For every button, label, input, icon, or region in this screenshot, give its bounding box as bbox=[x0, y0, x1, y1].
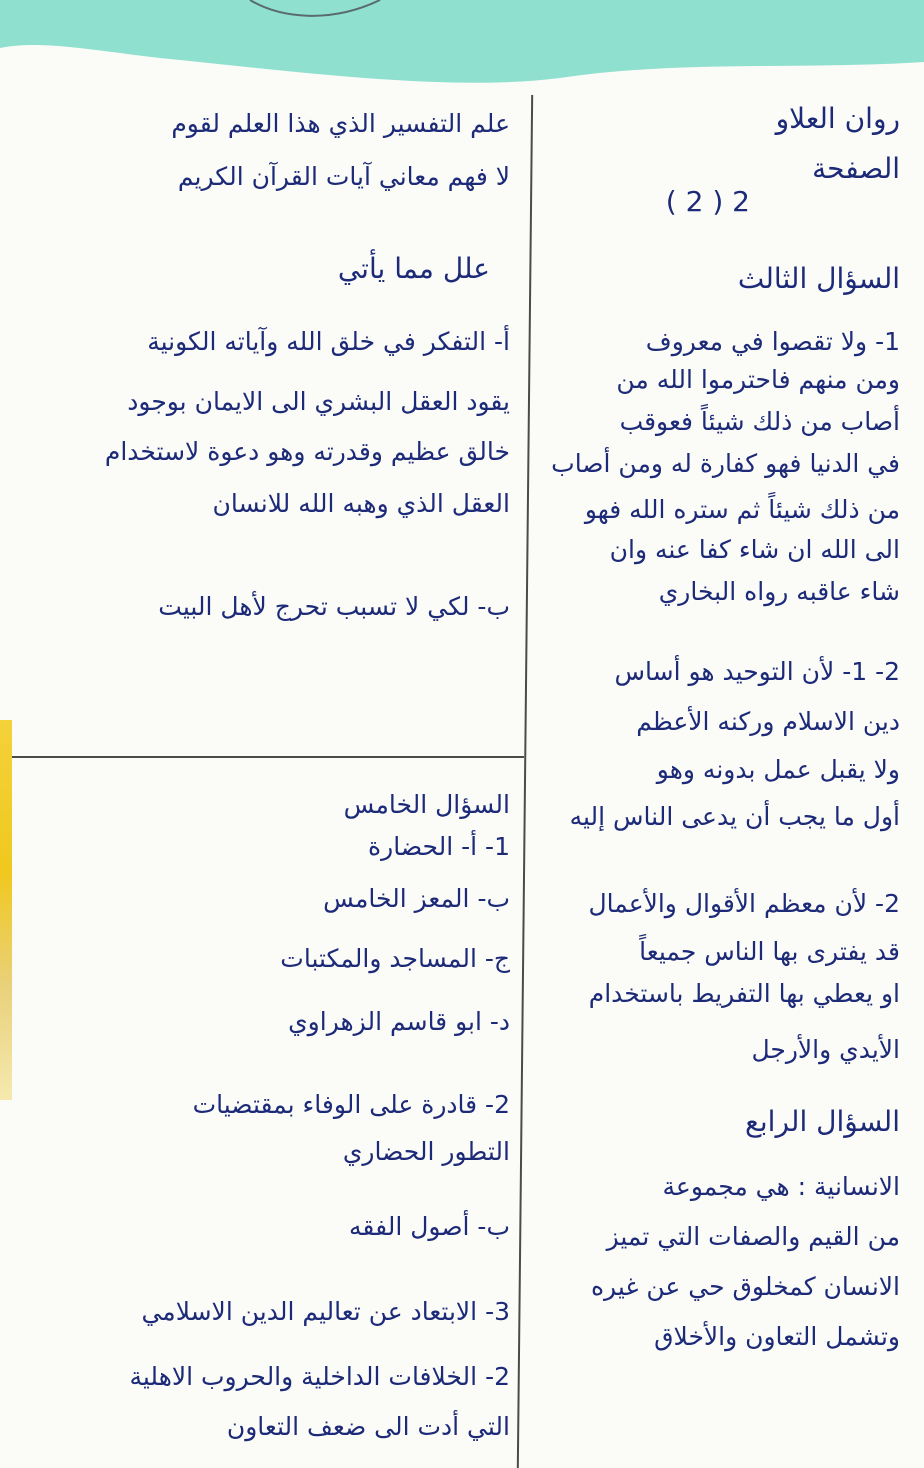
column-divider-line bbox=[517, 95, 533, 1468]
answer-line: التطور الحضاري bbox=[342, 1137, 510, 1166]
answer-line: أول ما يجب أن يدعى الناس إليه bbox=[569, 802, 900, 831]
answer-line: قد يفترى بها الناس جميعاً bbox=[639, 937, 900, 966]
answer-line: ولا يقبل عمل بدونه وهو bbox=[656, 755, 900, 784]
right-column bbox=[540, 95, 900, 1465]
answer-line: وتشمل التعاون والأخلاق bbox=[654, 1322, 900, 1351]
answer-line: شاء عاقبه رواه البخاري bbox=[658, 577, 900, 606]
answer-line: او يعطي بها التفريط باستخدام bbox=[588, 979, 900, 1008]
answer-line: ج- المساجد والمكتبات bbox=[280, 944, 510, 973]
answer-line: 2- لأن معظم الأقوال والأعمال bbox=[588, 889, 900, 918]
student-name: روان العلاو bbox=[775, 102, 900, 135]
answer-line: 2- قادرة على الوفاء بمقتضيات bbox=[192, 1090, 510, 1119]
top-left-block bbox=[30, 95, 510, 745]
teal-paper-band bbox=[0, 0, 924, 95]
answer-line: د- ابو قاسم الزهراوي bbox=[288, 1007, 510, 1036]
answer-line: من ذلك شيئاً ثم ستره الله فهو bbox=[584, 495, 900, 524]
answer-line: 1- أ- الحضارة bbox=[368, 832, 510, 861]
answer-line: ب- المعز الخامس bbox=[323, 884, 510, 913]
answer-line: التي أدت الى ضعف التعاون bbox=[226, 1412, 510, 1441]
answer-line: دين الاسلام وركنه الأعظم bbox=[636, 707, 900, 736]
answer-line: 2- 1- لأن التوحيد هو أساس bbox=[614, 657, 900, 686]
answer-line: ومن منهم فاحترموا الله من bbox=[616, 365, 900, 394]
question-five-heading: السؤال الخامس bbox=[343, 790, 510, 819]
page-label: الصفحة bbox=[812, 152, 900, 185]
page-number: 2 ( 2 ) bbox=[665, 185, 750, 218]
answer-line: أ- التفكر في خلق الله وآياته الكونية bbox=[147, 327, 510, 356]
answer-line: أصاب من ذلك شيئاً فعوقب bbox=[619, 407, 900, 436]
answer-line: ب- لكي لا تسبب تحرج لأهل البيت bbox=[158, 592, 510, 621]
answer-line: من القيم والصفات التي تميز bbox=[606, 1222, 900, 1251]
answer-line: 3- الابتعاد عن تعاليم الدين الاسلامي bbox=[141, 1297, 510, 1326]
yellow-page-edge bbox=[0, 720, 12, 1100]
explain-heading: علل مما يأتي bbox=[337, 252, 490, 285]
answer-line: العقل الذي وهبه الله للانسان bbox=[212, 489, 510, 518]
section-divider-line bbox=[12, 756, 524, 758]
answer-line: 2- الخلافات الداخلية والحروب الاهلية bbox=[129, 1362, 510, 1391]
answer-line: ب- أصول الفقه bbox=[349, 1212, 510, 1241]
intro-line: لا فهم معاني آيات القرآن الكريم bbox=[177, 162, 510, 191]
question-three-heading: السؤال الثالث bbox=[737, 262, 900, 295]
intro-line: علم التفسير الذي هذا العلم لقوم bbox=[171, 109, 510, 138]
question-four-heading: السؤال الرابع bbox=[744, 1105, 900, 1138]
answer-line: خالق عظيم وقدرته وهو دعوة لاستخدام bbox=[104, 437, 510, 466]
bottom-left-block bbox=[30, 770, 510, 1460]
answer-line: الانسان كمخلوق حي عن غيره bbox=[590, 1272, 900, 1301]
answer-line: الى الله ان شاء كفا عنه وان bbox=[609, 535, 900, 564]
answer-line: 1- ولا تقصوا في معروف bbox=[645, 327, 900, 356]
answer-line: يقود العقل البشري الى الايمان بوجود bbox=[127, 387, 510, 416]
answer-line: الأيدي والأرجل bbox=[751, 1035, 900, 1064]
answer-line: في الدنيا فهو كفارة له ومن أصاب bbox=[551, 449, 900, 478]
answer-line: الانسانية : هي مجموعة bbox=[662, 1172, 900, 1201]
